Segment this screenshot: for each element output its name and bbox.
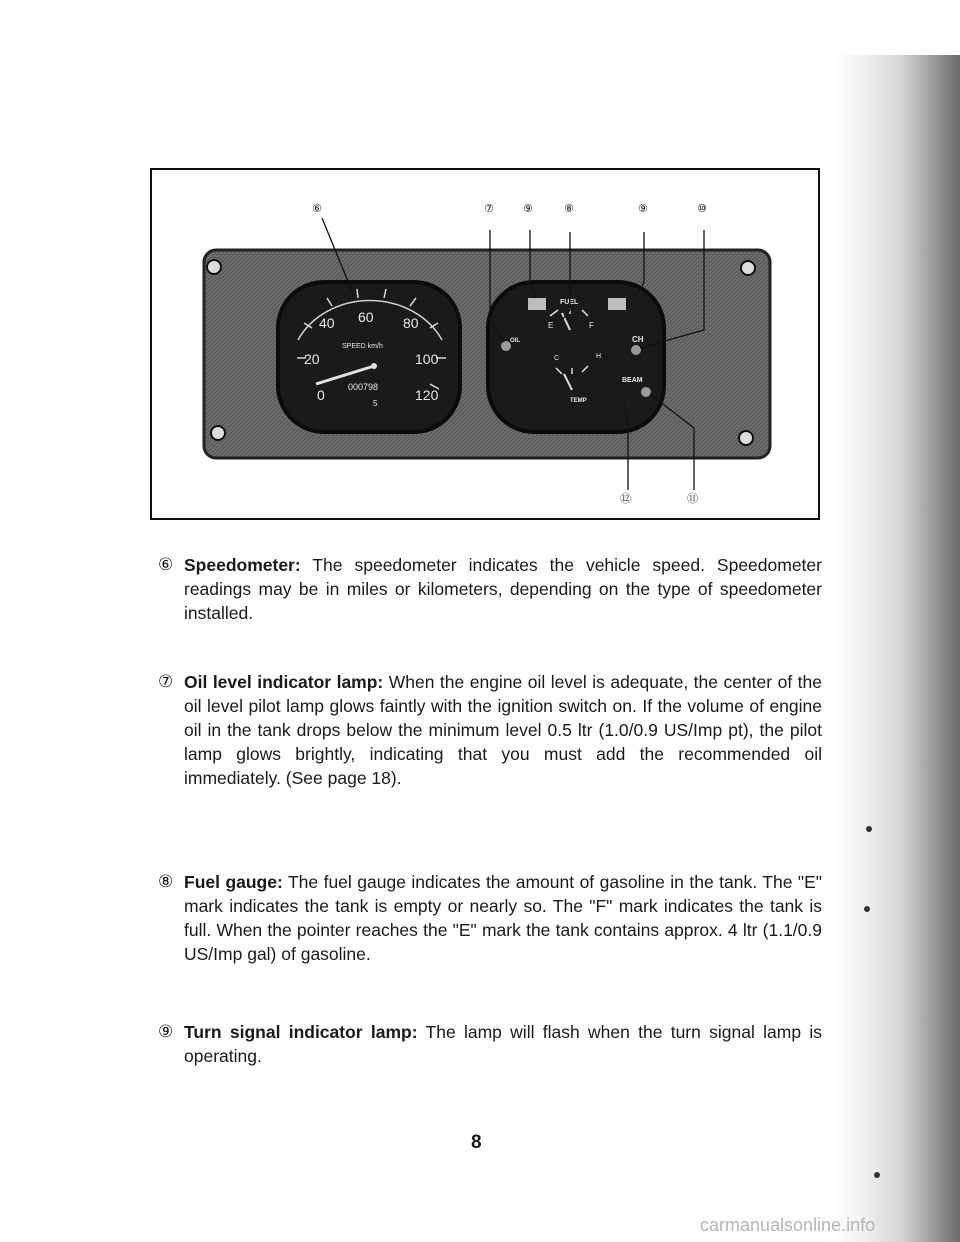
page-number: 8: [471, 1132, 482, 1153]
scan-speck: [866, 826, 872, 832]
odometer-sub-label: 5: [373, 399, 378, 408]
speed-label-60: 60: [358, 309, 374, 325]
paragraph-text: [184, 553, 822, 625]
beam-label: BEAM: [622, 377, 643, 384]
callout-9-left: ⑨: [523, 202, 533, 215]
scan-speck: [864, 906, 870, 912]
temp-cold-label: C: [554, 355, 560, 362]
fuel-gauge-paragraph: [158, 870, 822, 966]
paragraph-heading: Speedometer:: [184, 555, 301, 575]
speed-label-0: 0: [317, 387, 325, 403]
paragraph-text: [184, 670, 822, 790]
speedometer-paragraph: [158, 553, 822, 625]
charge-label: CH: [632, 335, 644, 344]
source-watermark: carmanualsonline.info: [700, 1215, 876, 1235]
paragraph-heading: Fuel gauge:: [184, 872, 283, 892]
fuel-label: FUEL: [560, 299, 579, 306]
needle-hub: [371, 363, 377, 369]
turn-signal-paragraph: [158, 1020, 822, 1068]
turn-signal-left-icon: [528, 298, 546, 310]
high-beam-lamp: [641, 387, 651, 397]
instrument-panel-illustration: [152, 170, 818, 518]
callout-6: ⑥: [312, 202, 322, 215]
instrument-panel-figure: [150, 168, 820, 520]
fuel-empty-label: E: [548, 321, 554, 330]
speed-unit-label: SPEED km/h: [342, 343, 383, 350]
item-number: ⑦: [158, 672, 174, 691]
oil-level-paragraph: [158, 670, 822, 790]
screw-icon: [741, 261, 755, 275]
turn-signal-right-icon: [608, 298, 626, 310]
paragraph-heading: Turn signal indicator lamp:: [184, 1022, 418, 1042]
item-number: ⑧: [158, 872, 174, 891]
paragraph-text: [184, 870, 822, 966]
screw-icon: [739, 431, 753, 445]
callout-11: ⑪: [687, 492, 698, 505]
paragraph-body: When the engine oil level is adequate, the center of the oil level pilot lamp glows faintly with the ignition switch on. If the volume of engine oil in the tank drops below the minimum level 0.5 ltr (1.0/0.9 US/Imp pt), the pilot lamp glows brightly, indicating that you must add the recommended oil immediately. (See page 18).: [184, 672, 822, 788]
odometer-readout: 000798: [348, 382, 379, 392]
speed-label-40: 40: [319, 315, 335, 331]
callout-9-right: ⑨: [638, 202, 648, 215]
scan-speck: [874, 1172, 880, 1178]
scanned-binding-edge: [830, 55, 960, 1242]
oil-label: OIL: [510, 338, 520, 344]
speed-label-100: 100: [415, 351, 439, 367]
callout-10: ⑩: [697, 202, 707, 215]
item-number: ⑨: [158, 1022, 174, 1041]
callout-8: ⑧: [564, 202, 574, 215]
item-number: ⑥: [158, 555, 174, 574]
temp-label: TEMP: [570, 398, 587, 404]
paragraph-body: The fuel gauge indicates the amount of gasoline in the tank. The "E" mark indicates the tank is empty or nearly so. The "F" mark indicates the tank is full. When the pointer reaches the "E" mark the tank contains approx. 4 ltr (1.1/0.9 US/Imp gal) of gasoline.: [184, 872, 822, 964]
callout-12: ⑫: [620, 492, 631, 505]
paragraph-heading: Oil level indicator lamp:: [184, 672, 384, 692]
speed-label-120: 120: [415, 387, 439, 403]
paragraph-text: [184, 1020, 822, 1068]
charge-lamp: [631, 345, 641, 355]
callout-7: ⑦: [484, 202, 494, 215]
screw-icon: [207, 260, 221, 274]
paragraph-body: The lamp will flash when the turn signal lamp is operating.: [184, 1022, 822, 1066]
speed-label-20: 20: [304, 351, 320, 367]
oil-level-lamp: [501, 341, 511, 351]
temp-hot-label: H: [596, 353, 602, 360]
speed-label-80: 80: [403, 315, 419, 331]
screw-icon: [211, 426, 225, 440]
fuel-full-label: F: [589, 321, 594, 330]
paragraph-body: The speedometer indicates the vehicle speed. Speedometer readings may be in miles or kilometers, depending on the type of speedometer installed.: [184, 555, 822, 623]
